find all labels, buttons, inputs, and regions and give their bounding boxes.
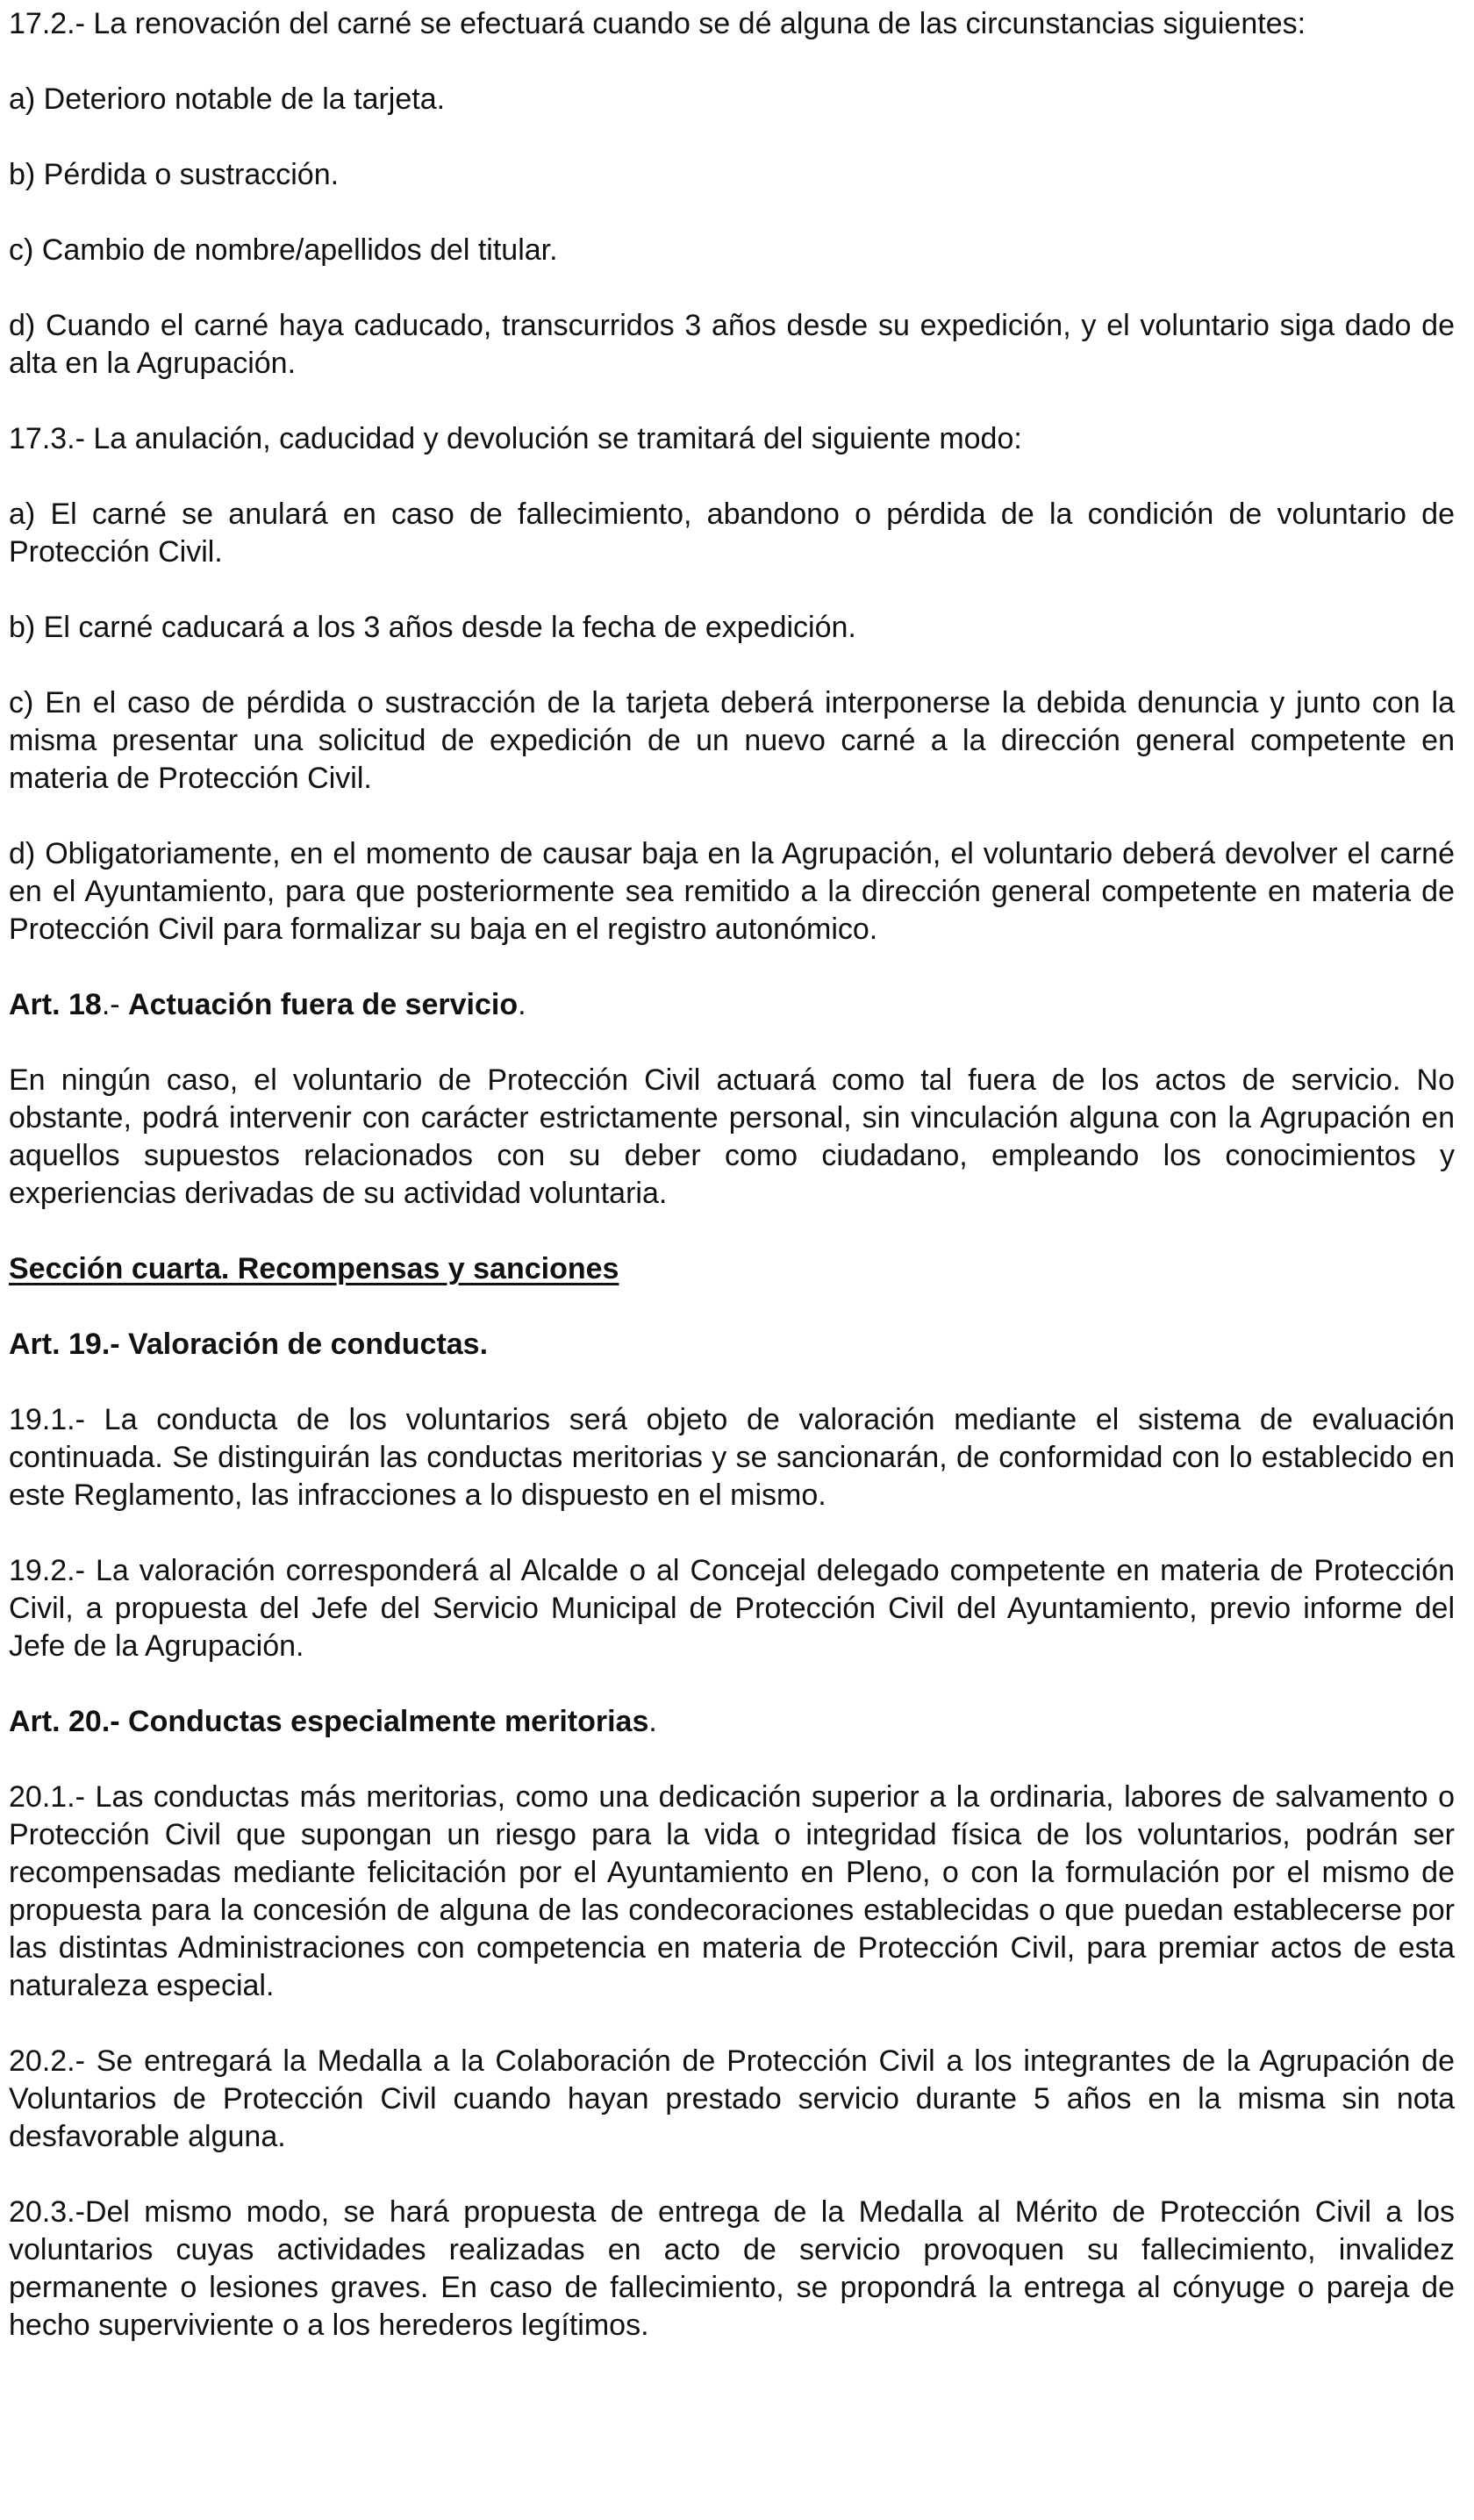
paragraph-20-2: 20.2.- Se entregará la Medalla a la Colaboración de Protección Civil a los integrantes de la Agrupación de Voluntarios de Protección Civil cuando hayan prestado servicio durante 5 años en la misma sin nota desfavorable alguna. — [9, 2044, 1455, 2153]
paragraph-17-2-b: b) Pérdida o sustracción. — [9, 158, 340, 191]
paragraph-17-3: 17.3.- La anulación, caducidad y devolución se tramitará del siguiente modo: — [9, 422, 1022, 455]
section-4-heading — [9, 1250, 1455, 1288]
article-20-title: Art. 20.- Conductas especialmente meritorias — [9, 1705, 649, 1738]
paragraph-18: En ningún caso, el voluntario de Protección Civil actuará como tal fuera de los actos de servicio. No obstante, podrá intervenir con carácter estrictamente personal, sin vinculación alguna con la Agrupación en aquellos supuestos relacionados con su deber como ciudadano, empleando los conocimientos y experiencias derivadas de su actividad voluntaria. — [9, 1063, 1455, 1210]
article-20-heading — [9, 1703, 1455, 1741]
paragraph-17-2-c: c) Cambio de nombre/apellidos del titular. — [9, 233, 558, 267]
paragraph-17-3-a: a) El carné se anulará en caso de fallecimiento, abandono o pérdida de la condición de voluntario de Protección Civil. — [9, 498, 1455, 569]
paragraph-17-2-a: a) Deterioro notable de la tarjeta. — [9, 82, 446, 116]
paragraph-19-2: 19.2.- La valoración corresponderá al Alcalde o al Concejal delegado competente en materia de Protección Civil, a propuesta del Jefe del Servicio Municipal de Protección Civil del Ayuntamiento, previo informe del Jefe de la Agrupación. — [9, 1554, 1455, 1663]
article-18-heading — [9, 986, 1455, 1024]
paragraph-20-1: 20.1.- Las conductas más meritorias, como una dedicación superior a la ordinaria, labores de salvamento o Protección Civil que supongan un riesgo para la vida o integridad física de los voluntarios, podrán ser recompensadas mediante felicitación por el Ayuntamiento en Pleno, o con la formulación por el mismo de propuesta para la concesión de alguna de las condecoraciones establecidas o que puedan establecerse por las distintas Administraciones con competencia en materia de Protección Civil, para premiar actos de esta naturaleza especial. — [9, 1780, 1455, 2002]
paragraph-20-3: 20.3.-Del mismo modo, se hará propuesta de entrega de la Medalla al Mérito de Protección Civil a los voluntarios cuyas actividades realizadas en acto de servicio provoquen su fallecimiento, invalidez permanente o lesiones graves. En caso de fallecimiento, se propondrá la entrega al cónyuge o pareja de hecho superviviente o a los herederos legítimos. — [9, 2195, 1455, 2342]
article-18-separator: .- — [101, 988, 129, 1021]
paragraph-17-2: 17.2.- La renovación del carné se efectuará cuando se dé alguna de las circunstancias siguientes: — [9, 7, 1306, 40]
document-page — [9, 5, 1455, 2382]
paragraph-17-2-d: d) Cuando el carné haya caducado, transcurridos 3 años desde su expedición, y el voluntario siga dado de alta en la Agrupación. — [9, 309, 1455, 380]
paragraph-17-3-d: d) Obligatoriamente, en el momento de causar baja en la Agrupación, el voluntario deberá devolver el carné en el Ayuntamiento, para que posteriormente sea remitido a la dirección general competente en materia de Protección Civil para formalizar su baja en el registro autonómico. — [9, 837, 1455, 946]
article-20-period: . — [648, 1705, 657, 1738]
article-18-number: Art. 18 — [9, 988, 102, 1021]
section-4-title: Sección cuarta. Recompensas y sanciones — [9, 1252, 619, 1285]
paragraph-17-3-b: b) El carné caducará a los 3 años desde la fecha de expedición. — [9, 611, 856, 644]
paragraph-17-3-c: c) En el caso de pérdida o sustracción de la tarjeta deberá interponerse la debida denuncia y junto con la misma presentar una solicitud de expedición de un nuevo carné a la dirección general competente en materia de Protección Civil. — [9, 686, 1455, 795]
article-19-heading: Art. 19.- Valoración de conductas. — [9, 1328, 489, 1361]
article-18-title: Actuación fuera de servicio — [128, 988, 519, 1021]
paragraph-19-1: 19.1.- La conducta de los voluntarios será objeto de valoración mediante el sistema de evaluación continuada. Se distinguirán las conductas meritorias y se sancionarán, de conformidad con lo establecido en este Reglamento, las infracciones a lo dispuesto en el mismo. — [9, 1403, 1455, 1512]
article-18-period: . — [518, 988, 526, 1021]
